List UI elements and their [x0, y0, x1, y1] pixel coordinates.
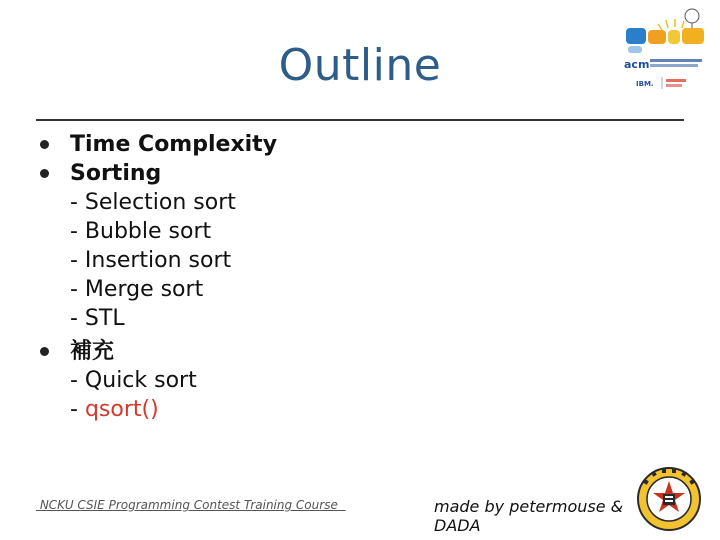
- sub-item-selection-sort: - Selection sort: [70, 190, 236, 215]
- bullet-dot-icon: [40, 347, 49, 356]
- sub-item-bubble-sort: - Bubble sort: [70, 219, 212, 244]
- title-divider: [36, 119, 684, 121]
- bullet-dot-icon: [40, 140, 49, 149]
- acm-logo-text: acm: [624, 58, 650, 71]
- outline-list: [70, 130, 277, 424]
- outline-item-supplement: [70, 337, 277, 424]
- slide-title: Outline: [278, 40, 442, 91]
- sub-item-qsort-prefix: -: [70, 397, 85, 422]
- sub-item-qsort-accent: qsort(): [84, 397, 159, 422]
- ibm-logo-text: IBM.: [636, 80, 654, 88]
- university-seal-icon: [636, 466, 702, 532]
- outline-item-time-complexity: [70, 130, 277, 159]
- sub-item-insertion-sort: - Insertion sort: [70, 248, 232, 273]
- university-seal: [636, 466, 702, 532]
- bullet-dot-icon: [40, 169, 49, 178]
- footer-course-title: NCKU CSIE Programming Contest Training Course: [36, 498, 346, 512]
- outline-item-label: 補充: [70, 339, 115, 364]
- outline-item-sorting: [70, 159, 277, 333]
- sub-item-stl: - STL: [70, 306, 125, 331]
- sub-item-quick-sort: - Quick sort: [70, 368, 197, 393]
- acm-icpc-logo-icon: [622, 6, 708, 94]
- sub-item-qsort: [70, 395, 277, 424]
- footer-author: made by petermouse & DADA: [434, 497, 624, 535]
- sub-item-merge-sort: - Merge sort: [70, 277, 204, 302]
- outline-item-label: Sorting: [70, 161, 162, 186]
- outline-item-label: Time Complexity: [70, 132, 278, 157]
- acm-icpc-logo: [622, 6, 708, 94]
